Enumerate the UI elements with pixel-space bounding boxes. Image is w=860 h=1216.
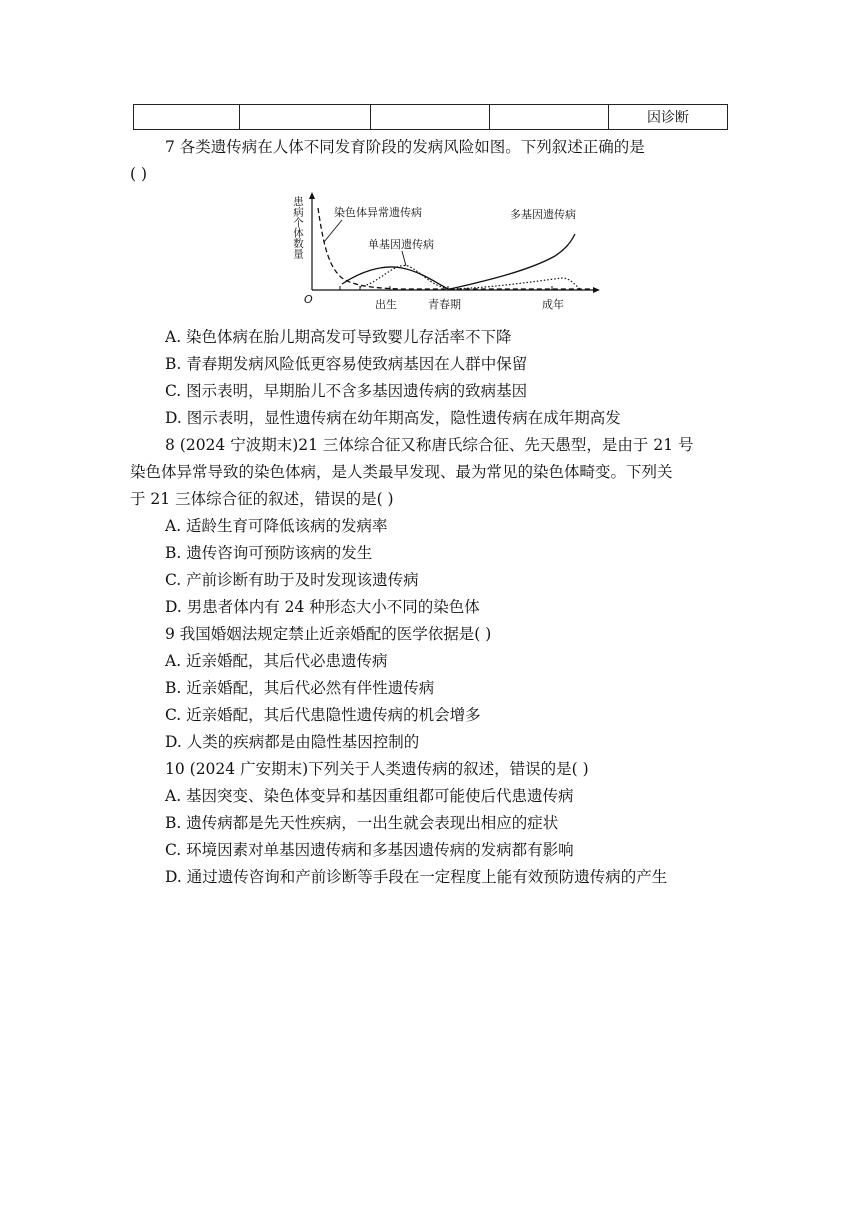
table-row [134,105,728,130]
x-tick-label: 出生 [375,298,397,311]
annotation-pointer [324,220,342,242]
q9-option-c: C. 近亲婚配，其后代患隐性遗传病的机会增多 [165,706,481,724]
q7-answer-paren: ( ) [130,165,148,183]
x-axis-arrow [593,287,600,293]
q9-stem: 9 我国婚姻法规定禁止近亲婚配的医学依据是( ) [165,625,492,643]
q8-option-a: A. 适龄生育可降低该病的发病率 [165,517,388,535]
q9-option-b: B. 近亲婚配，其后代必然有伴性遗传病 [165,679,435,697]
risk-chart [290,190,610,315]
table-cell [240,105,371,130]
q10-option-b: B. 遗传病都是先天性疾病，一出生就会表现出相应的症状 [165,814,559,832]
q9-option-d: D. 人类的疾病都是由隐性基因控制的 [165,733,420,751]
q8-stem-line2: 染色体异常导致的染色体病，是人类最早发现、最为常见的染色体畸变。下列关 [130,463,673,481]
q7-option-c: C. 图示表明，早期胎儿不含多基因遗传病的致病基因 [165,382,528,400]
q7-option-b: B. 青春期发病风险低更容易使致病基因在人群中保留 [165,355,528,373]
x-tick-label: 青春期 [428,298,461,311]
q8-option-c: C. 产前诊断有助于及时发现该遗传病 [165,571,419,589]
table-cell: 因诊断 [609,105,728,130]
annotation-chromosome: 染色体异常遗传病 [334,206,422,219]
q7-option-a: A. 染色体病在胎儿期高发可导致婴儿存活率不下降 [165,328,512,346]
series-line-dotted [360,266,580,289]
annotation-single-gene: 单基因遗传病 [368,238,434,251]
q10-stem: 10 (2024 广安期末)下列关于人类遗传病的叙述，错误的是( ) [165,760,589,778]
series-line-single-gene [342,267,450,290]
table-cell [371,105,490,130]
series-line-multigene [450,234,575,289]
origin-label: O [304,293,313,306]
y-axis-label [292,195,304,259]
q8-stem-line3: 于 21 三体综合征的叙述，错误的是( ) [130,490,394,508]
annotation-multigene: 多基因遗传病 [510,208,576,221]
q10-option-c: C. 环境因素对单基因遗传病和多基因遗传病的发病都有影响 [165,841,574,859]
q8-stem-line1: 8 (2024 宁波期末)21 三体综合征又称唐氏综合征、先天愚型，是由于 21 号 [165,436,694,454]
q10-option-a: A. 基因突变、染色体变异和基因重组都可能使后代患遗传病 [165,787,574,805]
x-tick-label: 成年 [542,298,564,311]
y-axis-label-text: 患病个体数量 [292,196,304,259]
y-axis-arrow [309,192,315,199]
q10-option-d: D. 通过遗传咨询和产前诊断等手段在一定程度上能有效预防遗传病的产生 [165,868,668,886]
table-cell [134,105,240,130]
table-fragment [133,104,728,130]
q7-option-d: D. 图示表明，显性遗传病在幼年期高发，隐性遗传病在成年期高发 [165,409,621,427]
q9-option-a: A. 近亲婚配，其后代必患遗传病 [165,652,388,670]
q8-option-b: B. 遗传咨询可预防该病的发生 [165,544,373,562]
q8-option-d: D. 男患者体内有 24 种形态大小不同的染色体 [165,598,480,616]
annotation-pointer [402,251,406,266]
q7-stem: 7 各类遗传病在人体不同发育阶段的发病风险如图。下列叙述正确的是 [165,138,645,156]
table-cell [490,105,609,130]
